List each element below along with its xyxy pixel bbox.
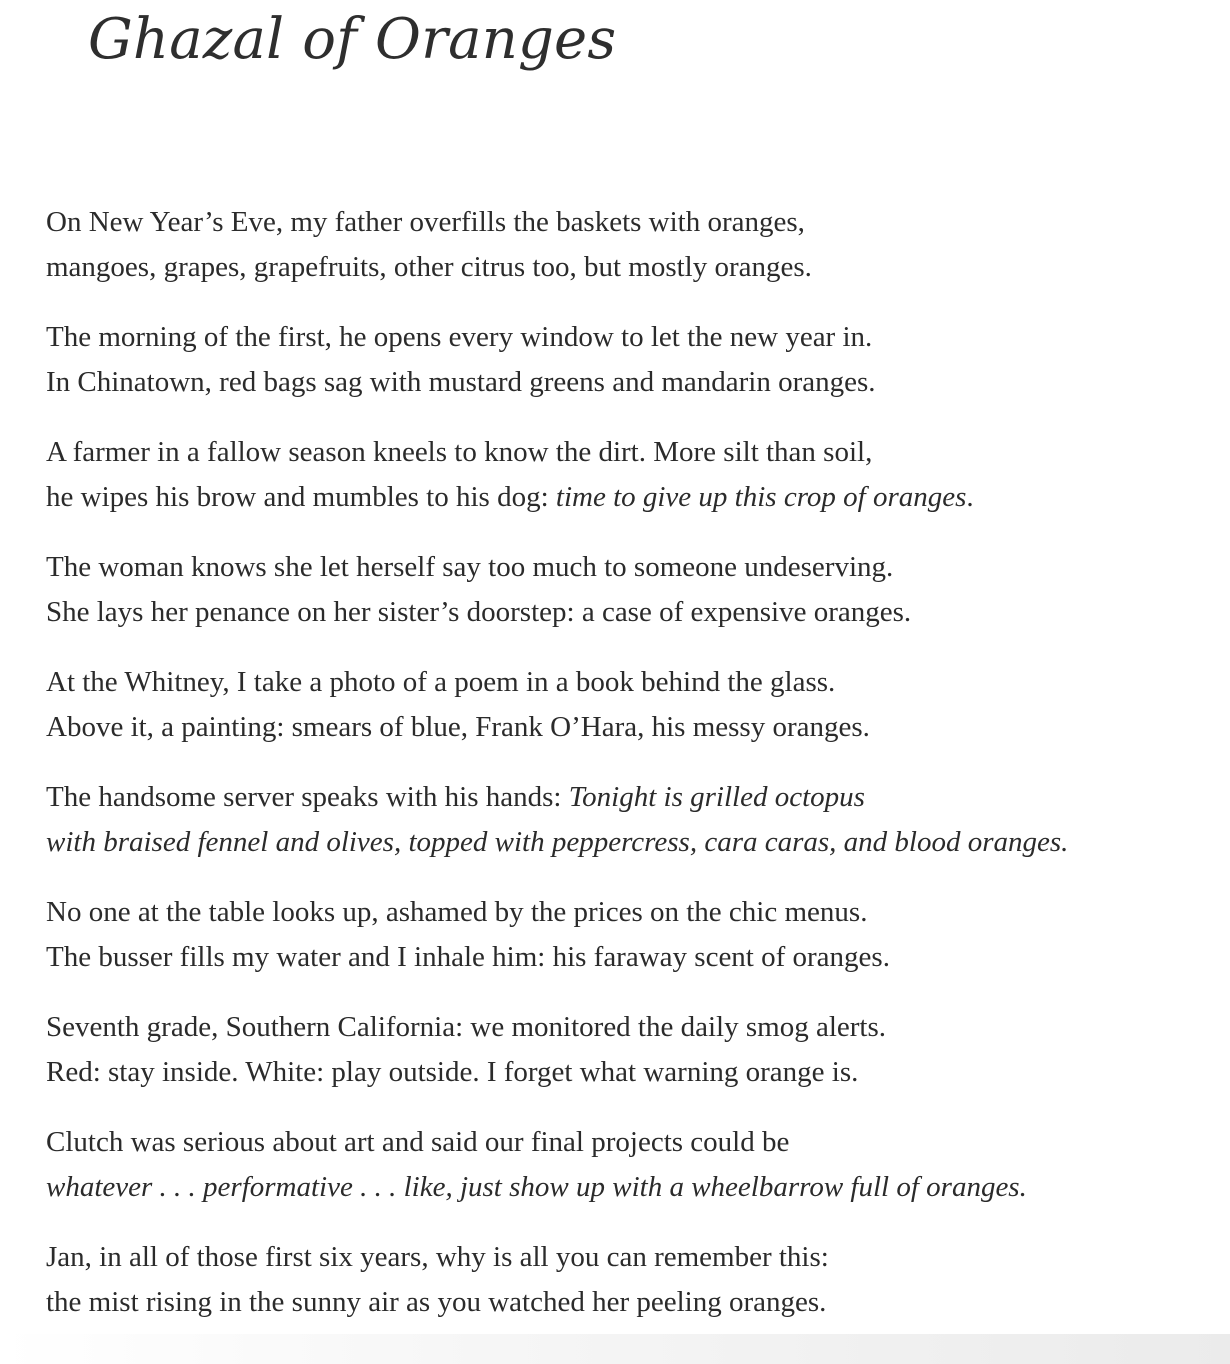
couplet (46, 1235, 1226, 1324)
text-segment: the mist rising in the sunny air as you watched her peeling oranges. (46, 1285, 827, 1318)
text-segment: mangoes, grapes, grapefruits, other citrus too, but mostly oranges. (46, 250, 812, 283)
text-segment: The morning of the first, he opens every window to let the new year in. (46, 321, 873, 353)
poem-line (46, 1005, 1226, 1050)
poem-line (46, 775, 1226, 820)
poem-line (46, 1120, 1226, 1165)
text-segment: Above it, a painting: smears of blue, Frank O’Hara, his messy oranges. (46, 710, 870, 743)
italic-segment: whatever . . . performative . . . like, just show up with a wheelbarrow full of oranges. (46, 1170, 1027, 1203)
text-segment: Seventh grade, Southern California: we monitored the daily smog alerts. (46, 1011, 886, 1043)
couplet (46, 775, 1226, 864)
text-segment: Red: stay inside. White: play outside. I forget what warning orange is. (46, 1055, 859, 1088)
couplet (46, 1120, 1226, 1209)
poem-line (46, 820, 1226, 865)
couplet (46, 890, 1226, 979)
text-segment: She lays her penance on her sister’s doorstep: a case of expensive oranges. (46, 595, 912, 628)
poem-line (46, 1050, 1226, 1095)
poem-line (46, 590, 1226, 635)
text-segment: . (966, 480, 974, 513)
italic-segment: Tonight is grilled octopus (568, 781, 865, 813)
text-segment: The woman knows she let herself say too much to someone undeserving. (46, 551, 894, 583)
italic-segment: with braised fennel and olives, topped with peppercress, cara caras, and blood oranges. (46, 825, 1069, 858)
couplet (46, 200, 1226, 289)
text-segment: On New Year’s Eve, my father overfills the baskets with oranges, (46, 206, 805, 238)
poem-line (46, 1165, 1226, 1210)
text-segment: The busser fills my water and I inhale him: his faraway scent of oranges. (46, 940, 890, 973)
text-segment: In Chinatown, red bags sag with mustard greens and mandarin oranges. (46, 365, 876, 398)
poem-line (46, 1280, 1226, 1325)
poem-line (46, 430, 1226, 475)
couplet (46, 660, 1226, 749)
italic-segment: time to give up this crop of oranges (555, 480, 967, 513)
poem-title: Ghazal of Oranges (88, 7, 617, 72)
couplet (46, 315, 1226, 404)
text-segment: The handsome server speaks with his hands: (46, 781, 569, 813)
text-segment: he wipes his brow and mumbles to his dog: (46, 480, 556, 513)
text-segment: At the Whitney, I take a photo of a poem in a book behind the glass. (46, 666, 836, 698)
poem-line (46, 360, 1226, 405)
text-segment: No one at the table looks up, ashamed by the prices on the chic menus. (46, 896, 868, 928)
couplet (46, 1005, 1226, 1094)
poem-line (46, 1235, 1226, 1280)
poem-line (46, 475, 1226, 520)
text-segment: Jan, in all of those first six years, why is all you can remember this: (46, 1241, 829, 1273)
poem-body (46, 200, 1226, 1350)
text-segment: Clutch was serious about art and said our final projects could be (46, 1126, 790, 1158)
poem-line (46, 705, 1226, 750)
couplet (46, 545, 1226, 634)
poem-line (46, 315, 1226, 360)
couplet (46, 430, 1226, 519)
poem-line (46, 245, 1226, 290)
text-segment: A farmer in a fallow season kneels to know the dirt. More silt than soil, (46, 436, 873, 468)
poem-line (46, 545, 1226, 590)
poem-line (46, 660, 1226, 705)
poem-line (46, 935, 1226, 980)
poem-line (46, 200, 1226, 245)
poem-line (46, 890, 1226, 935)
